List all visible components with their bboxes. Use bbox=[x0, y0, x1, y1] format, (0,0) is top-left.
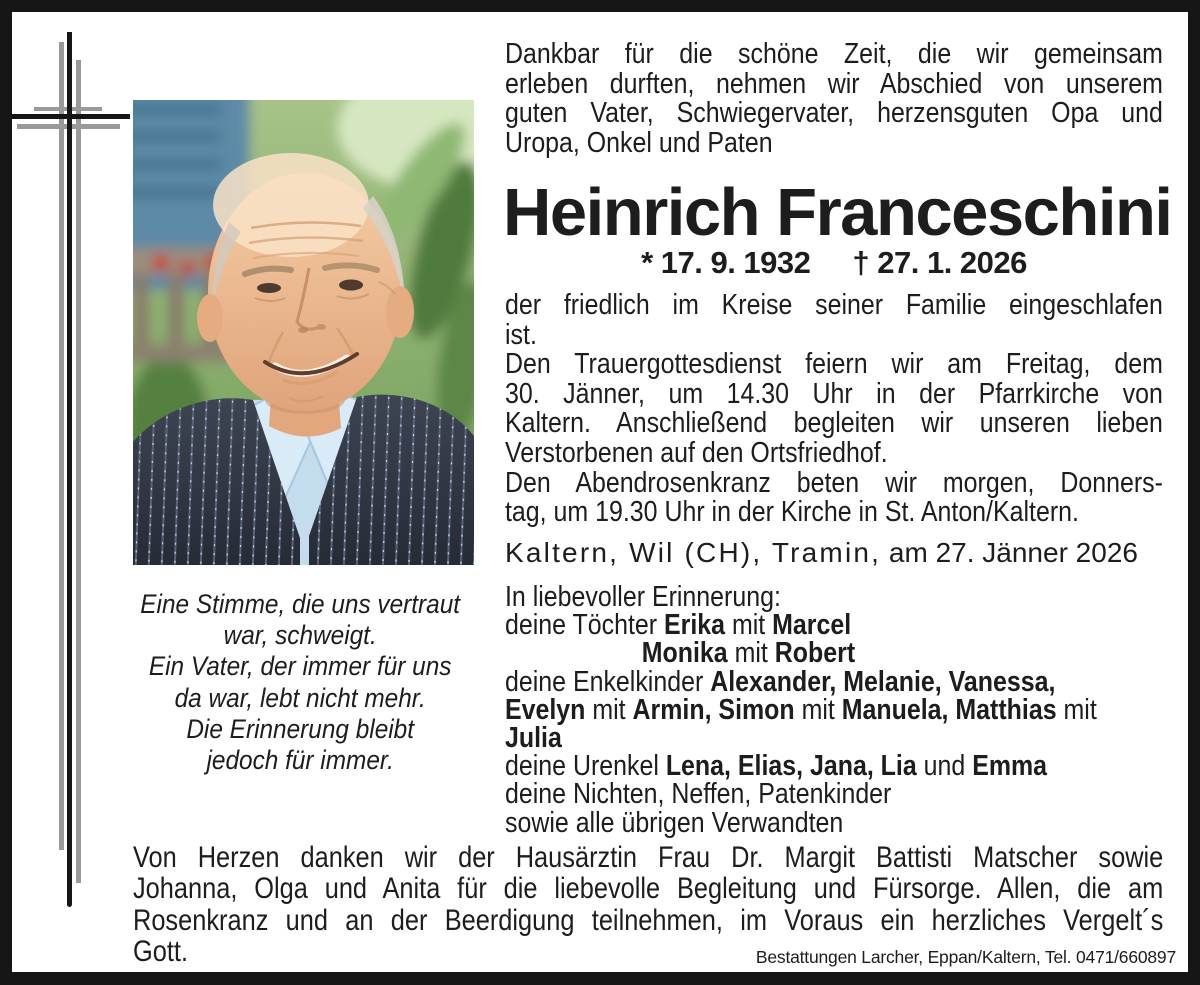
intro-paragraph bbox=[505, 40, 1163, 158]
funeral-home-info: Bestattungen Larcher, Eppan/Kaltern, Tel. 0471/660897 bbox=[755, 947, 1176, 967]
announcement-line: tag, um 19.30 Uhr in der Kirche in St. Anton/Kaltern. bbox=[505, 496, 1079, 529]
death-date: † 27. 1. 2026 bbox=[852, 245, 1027, 280]
thanks-line: Rosenkranz und an der Beerdigung teilnehmen, im Voraus ein herzliches Vergelt´s bbox=[133, 903, 1164, 937]
intro-line: guten Vater, Schwiegervater, herzensguten Opa und bbox=[505, 97, 1163, 130]
announcement-line: ist. bbox=[505, 318, 537, 351]
cross-black-horizontal bbox=[11, 114, 130, 119]
notice-date: am 27. Jänner 2026 bbox=[881, 537, 1138, 568]
poem-line: war, schweigt. bbox=[223, 620, 377, 651]
mourners-line: Evelyn mit Armin, Simon mit Manuela, Matthias mit bbox=[505, 693, 1097, 726]
frame-border-left bbox=[0, 0, 12, 985]
poem-line: jedoch für immer. bbox=[206, 745, 394, 776]
birth-date: * 17. 9. 1932 bbox=[641, 245, 811, 280]
poem-line: Die Erinnerung bleibt bbox=[186, 713, 415, 744]
intro-line: erleben durften, nehmen wir Abschied von unserem bbox=[505, 67, 1163, 100]
announcement-paragraph bbox=[505, 291, 1163, 528]
intro-line: Uropa, Onkel und Paten bbox=[505, 126, 773, 159]
thanks-line: Gott. bbox=[133, 935, 188, 969]
mourners-line: deine Nichten, Neffen, Patenkinder bbox=[505, 778, 892, 811]
announcement-line: Kaltern. Anschließend begleiten wir unseren lieben bbox=[505, 407, 1163, 440]
announcement-line: Verstorbenen auf den Ortsfriedhof. bbox=[505, 436, 888, 469]
announcement-line: Den Abendrosenkranz beten wir morgen, Donners- bbox=[505, 466, 1163, 499]
cross-black-vertical bbox=[67, 32, 72, 907]
frame-border-top bbox=[0, 0, 1200, 12]
mourners-section bbox=[505, 583, 1163, 837]
thanks-line: Johanna, Olga und Anita für die liebevolle Begleitung und Fürsorge. Allen, die am bbox=[133, 872, 1164, 906]
frame-border-right bbox=[1188, 0, 1200, 985]
poem-line: Ein Vater, der immer für uns bbox=[148, 651, 452, 682]
places: Kaltern, Wil (CH), Tramin, bbox=[505, 537, 882, 568]
portrait-illustration bbox=[133, 100, 474, 565]
mourners-line: Julia bbox=[505, 722, 562, 755]
deceased-name: Heinrich Franceschini bbox=[503, 175, 1172, 250]
mourners-line: Monika mit Robert bbox=[641, 637, 856, 670]
mourners-line: deine Urenkel Lena, Elias, Jana, Lia und Emma bbox=[505, 750, 1048, 783]
cross-gray-vertical-left bbox=[59, 42, 64, 850]
frame-border-bottom bbox=[0, 972, 1200, 985]
thanks-line: Von Herzen danken wir der Hausärztin Frau Dr. Margit Battisti Matscher sowie bbox=[133, 841, 1164, 874]
portrait-photo bbox=[133, 100, 474, 565]
mourners-line: deine Enkelkinder Alexander, Melanie, Vanessa, bbox=[505, 665, 1056, 698]
deceased-name-heading bbox=[503, 175, 1183, 250]
poem-line: Eine Stimme, die uns vertraut bbox=[140, 589, 461, 619]
place-date-line bbox=[505, 538, 1185, 569]
mourners-line: deine Töchter Erika mit Marcel bbox=[505, 609, 852, 642]
cross-gray-vertical-right bbox=[76, 60, 81, 883]
mourners-line: sowie alle übrigen Verwandten bbox=[505, 806, 844, 839]
life-dates bbox=[505, 247, 1163, 278]
announcement-line: Den Trauergottesdienst feiern wir am Freitag, dem bbox=[505, 348, 1163, 381]
poem-line: da war, lebt nicht mehr. bbox=[174, 682, 426, 713]
mourners-heading: In liebevoller Erinnerung: bbox=[505, 581, 781, 613]
memorial-poem bbox=[124, 589, 476, 776]
announcement-line: der friedlich im Kreise seiner Familie eingeschlafen bbox=[505, 289, 1163, 321]
intro-line: Dankbar für die schöne Zeit, die wir gemeinsam bbox=[505, 38, 1163, 70]
announcement-line: 30. Jänner, um 14.30 Uhr in der Pfarrkirche von bbox=[505, 377, 1163, 410]
